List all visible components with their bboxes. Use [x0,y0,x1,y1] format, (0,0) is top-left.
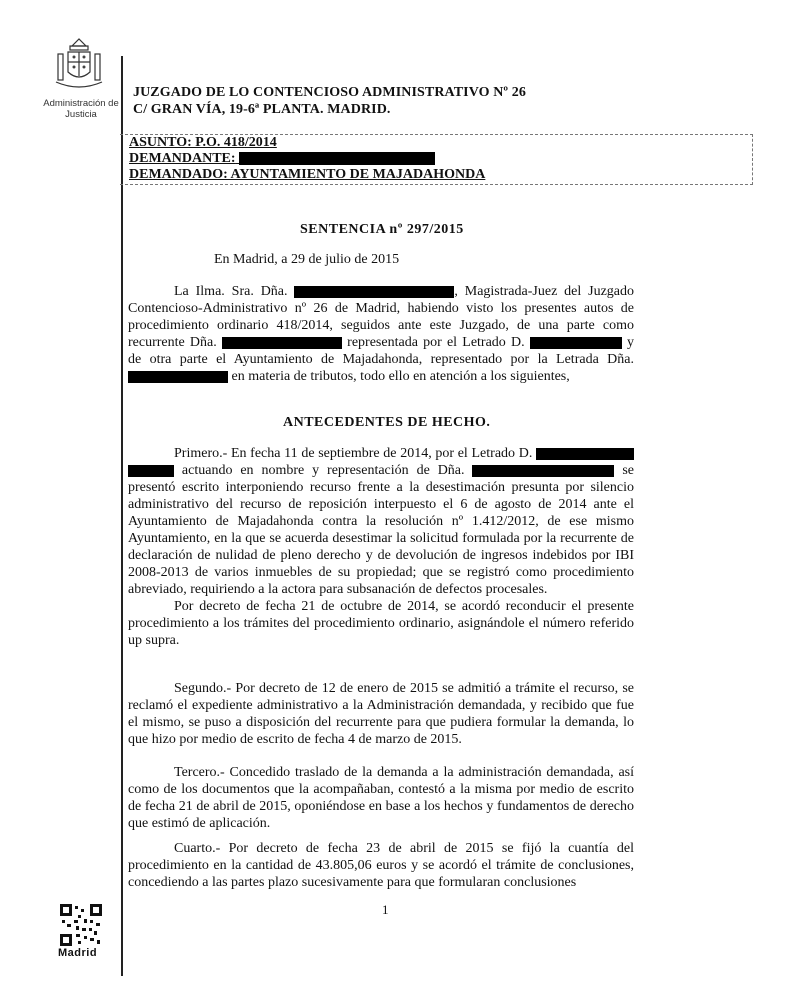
court-address: C/ GRAN VÍA, 19-6ª PLANTA. MADRID. [133,102,391,117]
redaction-block [128,465,174,477]
cuarto-paragraph [128,840,634,891]
primero-paragraph [128,445,634,649]
intro-text-a: La Ilma. Sra. Dña. [174,284,288,299]
court-header [133,84,526,118]
case-number: ASUNTO: P.O. 418/2014 [129,135,277,150]
tercero-text: Tercero.- Concedido traslado de la demanda a la administración demandada, así como de los documentos que la acompañaban, contestó a la misma por medio de escrito de fecha 21 de abril de 2015, oponiéndose en base a los hechos y fundamentos de derecho que estimó de aplicación. [128,765,634,831]
segundo-paragraph [128,680,634,748]
intro-text-c: representada por el Letrado D. [347,335,525,350]
margin-rule [121,56,123,976]
cuarto-text: Cuarto.- Por decreto de fecha 23 de abril de 2015 se fijó la cuantía del procedimiento en la cantidad de 43.805,06 euros y se acordó el trámite de conclusiones, concediendo a las partes plazo sucesivamente para que formularan conclusiones [128,841,634,890]
judgment-date: En Madrid, a 29 de julio de 2015 [214,252,400,267]
primero-text-b: actuando en nombre y representación de Dña. [181,463,465,478]
redaction-block [222,337,342,349]
redaction-block [128,371,228,383]
judgment-title: SENTENCIA nº 297/2015 [300,222,464,237]
tercero-paragraph [128,764,634,832]
plaintiff-line [129,151,435,167]
crest-label: Administración de Justicia [43,98,119,120]
section-heading: ANTECEDENTES DE HECHO. [283,415,491,430]
redaction-block [472,465,614,477]
decreto-paragraph: Por decreto de fecha 21 de octubre de 2014, se acordó reconducir el presente procedimiento a los trámites del procedimiento ordinario, asignándole el número referido up supra. [128,599,634,648]
redaction-block [530,337,622,349]
redaction-block [536,448,634,460]
segundo-text: Segundo.- Por decreto de 12 de enero de 2015 se admitió a trámite el recurso, se reclamó el expediente administrativo a la Administración demandada, y recibido que fue el mismo, se puso a disposición del recurrente para que pudiera formular la demanda, lo que hizo por medio de escrito de fecha 4 de marzo de 2015. [128,681,634,747]
primero-text-c: se presentó escrito interponiendo recurso frente a la desestimación presunta por silencio administrativo del recurso de reposición interpuesto el 6 de agosto de 2014 ante el Ayuntamiento de Majadahonda contra la resolución nº 1.412/2012, de ese mismo Ayuntamiento, en la que se acuerda desestimar la solicitud formulada por la recurrente de declaración de nulidad de pleno derecho y de devolución de ingresos indebidos por IBI 2008-2013 de varios inmuebles de su propiedad; que se registró como procedimiento abreviado, requiriendo a la actora para subsanación de defectos procesales. [128,463,634,597]
plaintiff-label: DEMANDANTE: [129,151,236,166]
intro-paragraph [128,283,634,385]
qr-label: Madrid [58,947,98,959]
intro-text-b: , Magistrada-Juez del Juzgado Contencioso-Administrativo nº 26 de Madrid, habiendo visto los presentes autos de procedimiento ordinario 418/2014, seguidos ante este Juzgado, de una parte como recurrente Dña. [128,284,634,350]
court-name: JUZGADO DE LO CONTENCIOSO ADMINISTRATIVO Nº 26 [133,85,526,100]
redaction-block [294,286,454,298]
redaction-block [239,152,435,165]
case-info-box [120,134,753,185]
intro-text-e: en materia de tributos, todo ello en atención a los siguientes, [231,369,570,384]
primero-text-a: Primero.- En fecha 11 de septiembre de 2014, por el Letrado D. [174,446,533,461]
defendant-line: DEMANDADO: AYUNTAMIENTO DE MAJADAHONDA [129,167,486,182]
coat-of-arms-icon [54,36,104,98]
intro-text-d: y de otra parte el Ayuntamiento de Majadahonda, representado por la Letrada Dña. [128,335,635,367]
qr-code-icon [60,904,102,946]
page-number: 1 [382,902,389,917]
